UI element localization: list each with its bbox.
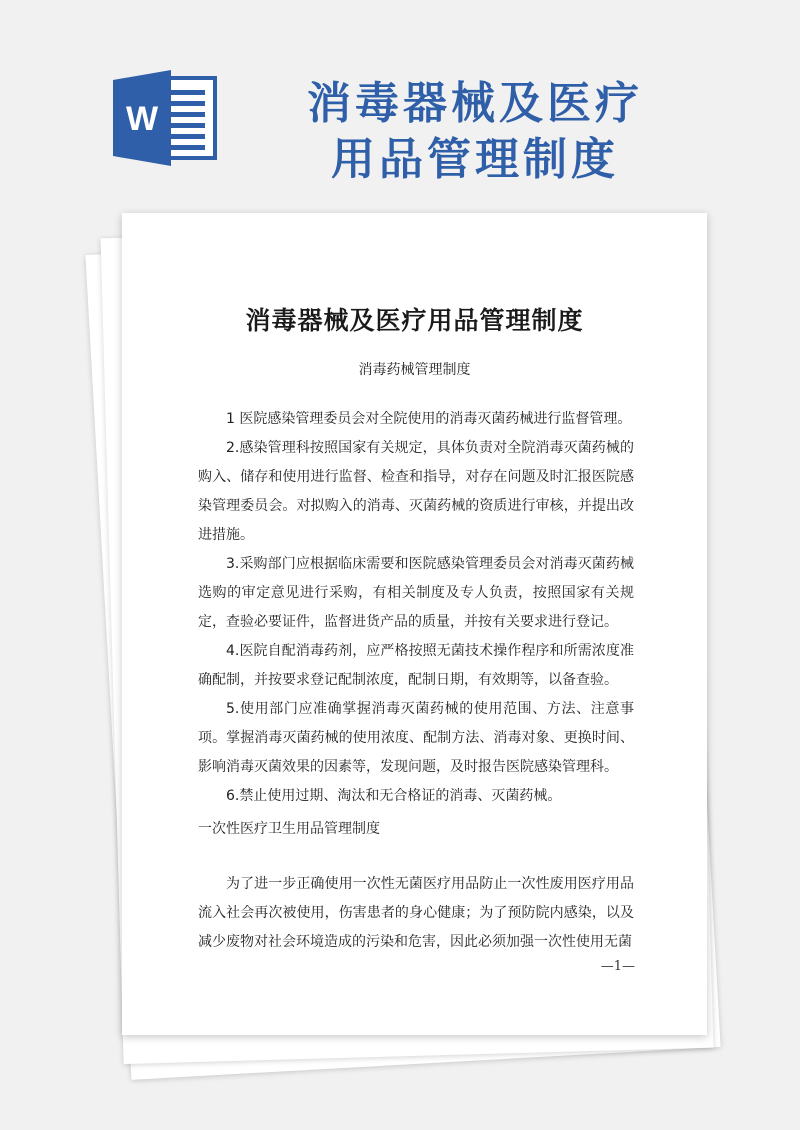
document-title: 消毒器械及医疗用品管理制度 (245, 306, 584, 335)
page-number: —1— (600, 959, 635, 974)
section-heading-disposable: 一次性医疗卫生用品管理制度 (198, 821, 380, 837)
header-title (265, 76, 685, 188)
paragraph: 2.感染管理科按照国家有关规定，具体负责对全院消毒灭菌药械的购入、储存和使用进行监督、检查和指导，对存在问题及时汇报医院感染管理委员会。对拟购入的消毒、灭菌药械的资质进行审核，并提出改进措施。 (198, 440, 634, 543)
document-page (122, 213, 707, 1035)
paragraph: 3.采购部门应根据临床需要和医院感染管理委员会对消毒灭菌药械选购的审定意见进行采购，有相关制度及专人负责，按照国家有关规定，查验必要证件，监督进货产品的质量，并按有关要求进行登记。 (198, 556, 634, 630)
section-body-disinfection (198, 405, 634, 811)
header-title-line-2: 用品管理制度 (331, 134, 619, 185)
section-heading-disinfection: 消毒药械管理制度 (358, 362, 471, 378)
paragraph: 6.禁止使用过期、淘汰和无合格证的消毒、灭菌药械。 (226, 788, 562, 804)
paragraph: 为了进一步正确使用一次性无菌医疗用品防止一次性废用医疗用品流入社会再次被使用，伤害患者的身心健康；为了预防院内感染，以及减少废物对社会环境造成的污染和危害，因此必须加强一次性使用无菌 (198, 876, 634, 950)
svg-text:W: W (125, 100, 159, 138)
paragraph: 1 医院感染管理委员会对全院使用的消毒灭菌药械进行监督管理。 (226, 411, 632, 427)
paragraph: 5.使用部门应准确掌握消毒灭菌药械的使用范围、方法、注意事项。掌握消毒灭菌药械的使用浓度、配制方法、消毒对象、更换时间、影响消毒灭菌效果的因素等，发现问题，及时报告医院感染管理科。 (198, 701, 634, 775)
word-document-icon (113, 70, 223, 166)
header-title-line-1: 消毒器械及医疗 (307, 78, 643, 129)
paragraph: 4.医院自配消毒药剂，应严格按照无菌技术操作程序和所需浓度准确配制，并按要求登记配制浓度，配制日期，有效期等，以备查验。 (198, 643, 634, 688)
section-body-disposable (198, 870, 634, 957)
